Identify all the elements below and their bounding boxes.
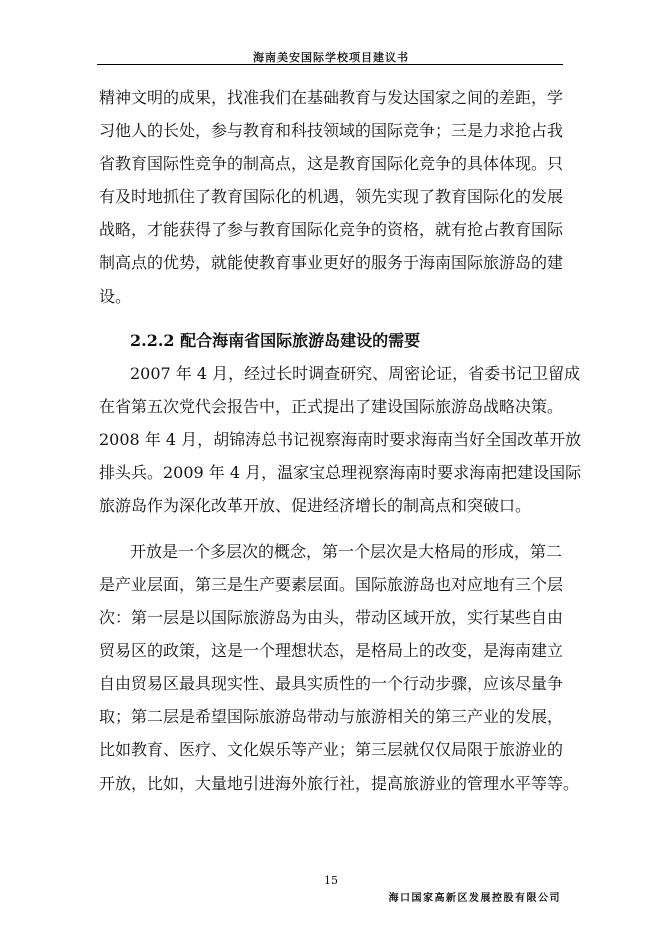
paragraph-1-line: 设。 [99,287,132,306]
paragraph-3-line: 取；第二层是希望国际旅游岛带动与旅游相关的第三产业的发展， [99,707,564,726]
paragraph-2-line: 2007 年 4 月，经过长时调查研究、周密论证，省委书记卫留成 [130,364,581,383]
paragraph-2-line: 在省第五次党代会报告中，正式提出了建设国际旅游岛战略决策。 [99,397,564,416]
page-header-title: 海南美安国际学校项目建议书 [253,51,409,64]
paragraph-3-line: 次：第一层是以国际旅游岛为由头，带动区域开放，实行某些自由 [99,608,564,627]
paragraph-2-line: 排头兵。2009 年 4 月，温家宝总理视察海南时要求海南把建设国际 [99,463,582,482]
paragraph-3-line: 自由贸易区最具现实性、最具实质性的一个行动步骤，应该尽量争 [99,674,564,693]
paragraph-2-line: 2008 年 4 月，胡锦涛总书记视察海南时要求海南当好全国改革开放 [99,430,582,449]
paragraph-2-line: 旅游岛作为深化改革开放、促进经济增长的制高点和突破口。 [99,496,532,515]
paragraph-1-line: 战略，才能获得了参与教育国际化竞争的资格，就有抢占教育国际 [99,220,564,239]
page-number: 15 [324,874,338,887]
paragraph-3-line: 开放是一个多层次的概念，第一个层次是大格局的形成，第二 [130,542,563,561]
paragraph-1-line: 省教育国际性竞争的制高点，这是教育国际化竞争的具体体现。只 [99,154,564,173]
paragraph-3-line: 开放，比如，大量地引进海外旅行社，提高旅游业的管理水平等等。 [99,774,580,793]
paragraph-1-line: 制高点的优势，就能使教育事业更好的服务于海南国际旅游岛的建 [99,253,564,272]
paragraph-1-line: 精神文明的成果，找准我们在基础教育与发达国家之间的差距，学 [99,88,564,107]
paragraph-1-line: 有及时地抓住了教育国际化的机遇，领先实现了教育国际化的发展 [99,187,564,206]
section-heading-2-2-2: 2.2.2 配合海南省国际旅游岛建设的需要 [130,331,421,350]
paragraph-1-line: 习他人的长处，参与教育和科技领域的国际竞争；三是力求抢占我 [99,121,564,140]
paragraph-3-line: 贸易区的政策，这是一个理想状态，是格局上的改变，是海南建立 [99,641,564,660]
paragraph-3-line: 是产业层面，第三是生产要素层面。国际旅游岛也对应地有三个层 [99,575,564,594]
paragraph-3-line: 比如教育、医疗、文化娱乐等产业；第三层就仅仅局限于旅游业的 [99,740,564,759]
footer-company-name: 海口国家高新区发展控股有限公司 [388,893,561,904]
